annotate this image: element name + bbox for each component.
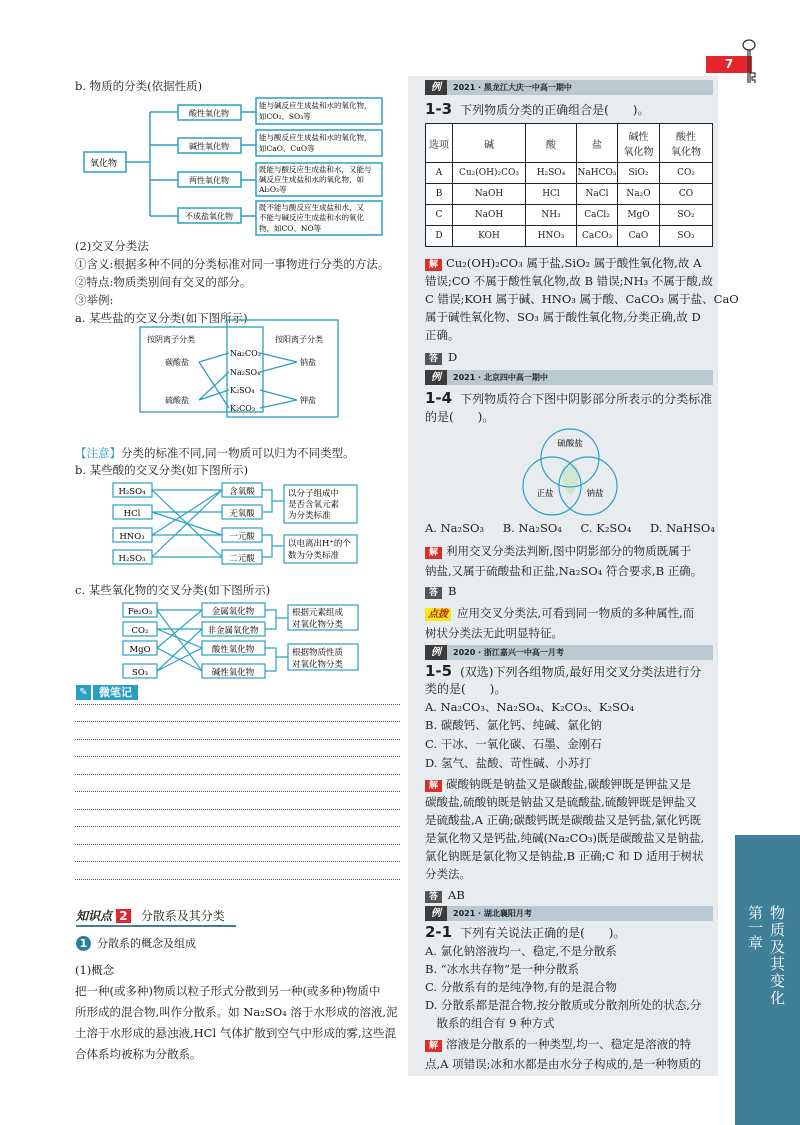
text-line: ③举例: (75, 293, 114, 307)
salt-right-title: 按阳离子分类 (275, 335, 323, 344)
table-header: 碱 (453, 124, 526, 163)
example-header (425, 370, 713, 385)
acid-criterion: 为分类标准 (288, 511, 331, 521)
example-header (425, 645, 713, 660)
tree-branch: 酸性氧化物 (189, 109, 229, 118)
solution-line: 氯化钠既是氯化物又是钠盐,B 正确;C 和 D 适用于树状 (425, 849, 704, 863)
salt-compound: Na₂SO₄ (230, 368, 261, 377)
option: C. 干冰、一氧化碳、石墨、金刚石 (425, 737, 602, 751)
tip-line: 树状分类法无此明显特征。 (425, 626, 563, 640)
page-number: 7 (706, 56, 752, 73)
example-tag: 例 (425, 370, 447, 385)
option: D. NaHSO₄ (649, 521, 715, 535)
acid-item: HNO₃ (119, 532, 145, 542)
acid-item: H₂SO₃ (118, 554, 146, 564)
solution-line: 属于碱性氧化物、SO₃ 属于酸性氧化物,分类正确,故 D (425, 310, 701, 324)
table-header: 酸性 氧化物 (660, 124, 713, 163)
table-row (426, 205, 713, 226)
oxide-class: 金属氧化物 (211, 607, 255, 617)
option: A. 氯化钠溶液均一、稳定,不是分散系 (425, 944, 617, 958)
option: C. K₂SO₄ (580, 521, 632, 535)
tree-branch: 不成盐氧化物 (185, 212, 233, 221)
table-cell: D (426, 226, 453, 247)
paragraph-line: 合体系均被称为分散系。 (75, 1047, 202, 1061)
solution-badge: 解 (425, 259, 442, 271)
table-cell: SO₂ (660, 205, 713, 226)
solution-line: 溶液是分散系的一种类型,均一、稳定是溶液的特 (446, 1037, 692, 1051)
acid-criterion: 以电离出H⁺的个 (288, 539, 351, 549)
tree-branch: 两性氧化物 (189, 176, 229, 185)
table-header: 酸 (526, 124, 577, 163)
answer-value: B (448, 584, 457, 598)
example-tag: 例 (425, 80, 447, 95)
solution-badge: 解 (425, 780, 442, 792)
acid-item: HCl (123, 509, 141, 519)
solution-line: 错误;CO 不属于酸性氧化物,故 B 错误;NH₃ 不属于酸,故 (425, 274, 714, 288)
solution-line: 利用交叉分类法判断,图中阴影部分的物质既属于 (446, 544, 692, 558)
solution-line: 钠盐,又属于硫酸盐和正盐,Na₂SO₄ 符合要求,B 正确。 (425, 564, 703, 578)
question-text: 下列物质符合下图中阴影部分所表示的分类标准 (460, 392, 713, 406)
subsection-number: 1 (76, 936, 91, 951)
tree-desc: 能与碱反应生成盐和水的氧化物， (259, 101, 372, 110)
table-cell: A (426, 163, 453, 184)
question-number: 1-3 (425, 100, 453, 118)
option: 散系的组合有 9 种方式 (425, 1016, 555, 1030)
venn-label: 硫酸盐 (557, 439, 583, 449)
solution-line: 分类法。 (425, 867, 471, 881)
question-text: 下列物质分类的正确组合是( )。 (460, 103, 650, 117)
venn-label: 正盐 (536, 489, 554, 499)
oxide-criterion: 对氧化物分类 (292, 620, 344, 630)
answer-badge: 答 (425, 891, 442, 903)
tree-desc: 如CaO、CuO等 (259, 144, 315, 153)
chapter-side-tab[interactable] (735, 835, 800, 1125)
subsection-title: 分散系的概念及组成 (97, 937, 196, 950)
oxide-cross-diagram (120, 600, 362, 682)
salt-left-title: 按阴离子分类 (147, 335, 195, 344)
table-cell: C (426, 205, 453, 226)
kp-label: 知识点 (76, 909, 113, 923)
knowledge-point-heading (76, 908, 236, 927)
notes-label: 微笔记 (93, 685, 138, 700)
answer-value: D (448, 350, 458, 364)
example-source: 2021 · 北京四中高一期中 (453, 373, 548, 382)
text-line: ①含义:根据多种不同的分类标准对同一事物进行分类的方法。 (75, 257, 390, 271)
concept-label: (1)概念 (75, 963, 115, 977)
tree-desc: 碱反应生成盐和水的氧化物，如 (259, 175, 364, 184)
acid-class: 含氧酸 (229, 487, 255, 497)
venn-diagram (515, 428, 625, 518)
tree-branch: 碱性氧化物 (189, 142, 229, 151)
paragraph-line: 土溶于水形成的悬浊液,HCl 气体扩散到空气中形成的雾,这些混 (75, 1026, 396, 1040)
table-header: 选项 (426, 124, 453, 163)
solution-line: Cu₂(OH)₂CO₃ 属于盐,SiO₂ 属于酸性氧化物,故 A (446, 256, 702, 270)
text-line: a. 某些盐的交叉分类(如下图所示) (75, 311, 248, 325)
example-source: 2021 · 湖北襄阳月考 (453, 909, 532, 918)
tree-desc: 如CO₂、SO₃等 (259, 112, 311, 121)
table-header: 碱性 氧化物 (618, 124, 660, 163)
kp-title: 分散系及其分类 (140, 909, 225, 923)
notes-header (76, 685, 138, 700)
table-cell: NaCl (577, 184, 618, 205)
acid-class: 无氧酸 (229, 509, 255, 519)
solution-line: 点,A 项错误;冰和水都是由水分子构成的,是一种物质的 (425, 1057, 702, 1071)
acid-cross-diagram (110, 480, 360, 568)
option: A. Na₂CO₃、Na₂SO₄、K₂CO₃、K₂SO₄ (425, 700, 635, 714)
option: B. “冰水共存物”是一种分散系 (425, 962, 580, 976)
table-cell: H₂SO₄ (526, 163, 577, 184)
table-cell: CO₂ (660, 163, 713, 184)
table-cell: B (426, 184, 453, 205)
answer-badge: 答 (425, 353, 442, 365)
option: D. 分散系都是混合物,按分散质或分散剂所处的状态,分 (425, 998, 702, 1012)
oxide-tree-diagram (80, 95, 390, 240)
edit-icon: ✎ (76, 685, 91, 700)
example-tag: 例 (425, 645, 447, 660)
acid-class: 一元酸 (229, 532, 255, 542)
question-number: 2-1 (425, 923, 453, 941)
paragraph-line: 所形成的混合物,叫作分散系。如 Na₂SO₄ 溶于水形成的溶液,泥 (75, 1005, 398, 1019)
example-header (425, 906, 713, 921)
salt-anion: 碳酸盐 (165, 358, 189, 367)
solution-line: 是氯化物又是钙盐,纯碱(Na₂CO₃)既是碳酸盐又是钠盐, (425, 831, 705, 845)
acid-class: 二元酸 (229, 554, 255, 564)
oxide-criterion: 根据元素组成 (292, 608, 344, 618)
option: B. Na₂SO₄ (502, 521, 562, 535)
salt-compound: K₂CO₃ (230, 404, 256, 413)
note-label: 【注意】 (75, 446, 121, 460)
solution-badge: 解 (425, 547, 442, 559)
solution-line: 是硫酸盐,A 正确;碳酸钙既是碳酸盐又是钙盐,氯化钙既 (425, 813, 702, 827)
acid-title: b. 某些酸的交叉分类(如下图所示) (75, 463, 249, 477)
tip-badge: 点拨 (425, 608, 451, 621)
note-text: 分类的标准不同,同一物质可以归为不同类型。 (121, 446, 355, 460)
table-cell: MgO (618, 205, 660, 226)
table-cell: SiO₂ (618, 163, 660, 184)
table-cell: HCl (526, 184, 577, 205)
chapter-title: 物质及其变化 (768, 905, 786, 1007)
answer-value: AB (448, 888, 465, 902)
salt-cross-diagram (138, 318, 340, 420)
option: C. 分散系有的是纯净物,有的是混合物 (425, 980, 617, 994)
oxide-title: c. 某些氧化物的交叉分类(如下图所示) (75, 583, 271, 597)
option: A. Na₂SO₃ (425, 521, 485, 535)
table-cell: CaO (618, 226, 660, 247)
example-header (425, 80, 713, 95)
text-line: ②特点:物质类别间有交叉的部分。 (75, 275, 252, 289)
table-cell: HNO₃ (526, 226, 577, 247)
tree-title: b. 物质的分类(依据性质) (75, 79, 203, 93)
tree-root: 氧化物 (90, 159, 118, 169)
table-cell: CaCO₃ (577, 226, 618, 247)
tip-line: 应用交叉分类法,可看到同一物质的多种属性,而 (457, 606, 695, 620)
option: B. 碳酸钙、氯化钙、纯碱、氯化钠 (425, 718, 602, 732)
solution-line: 碳酸盐,硫酸钠既是钠盐又是硫酸盐,硫酸钾既是钾盐又 (425, 795, 697, 809)
table-cell: Na₂O (618, 184, 660, 205)
oxide-criterion: 对氧化物分类 (292, 660, 344, 670)
example-source: 2021 · 黑龙江大庆一中高一期中 (453, 83, 572, 92)
table-cell: NaHCO₃ (577, 163, 618, 184)
question-number: 1-4 (425, 389, 453, 407)
question-text: (双选)下列各组物质,最好用交叉分类法进行分 (460, 665, 702, 679)
acid-criterion: 以分子组成中 (288, 489, 340, 499)
oxide-criterion: 根据物质性质 (292, 648, 344, 658)
solution-line: 碳酸钠既是钠盐又是碳酸盐,碳酸钾既是钾盐又是 (446, 777, 692, 791)
oxide-item: Fe₂O₃ (127, 607, 153, 617)
table-cell: Cu₂(OH)₂CO₃ (453, 163, 526, 184)
text-line: (2)交叉分类法 (75, 239, 149, 253)
acid-criterion: 是否含氧元素 (288, 500, 340, 510)
oxide-class: 碱性氧化物 (211, 668, 255, 678)
tree-desc: 既不能与酸反应生成盐和水，又 (259, 203, 364, 212)
chapter-number: 第一章 (746, 905, 764, 950)
option: D. 氢气、盐酸、苛性碱、小苏打 (425, 756, 591, 770)
salt-compound: K₂SO₄ (230, 386, 255, 395)
classification-table (425, 123, 713, 247)
question-number: 1-5 (425, 662, 453, 680)
table-row (426, 226, 713, 247)
paragraph-line: 把一种(或多种)物质以粒子形式分散到另一种(或多种)物质中 (75, 984, 381, 998)
question-text: 类的是( )。 (425, 682, 507, 696)
table-header: 盐 (577, 124, 618, 163)
question-text: 下列有关说法正确的是( )。 (460, 926, 626, 940)
acid-item: H₂SO₄ (118, 487, 146, 497)
question-text: 的是( )。 (425, 410, 495, 424)
table-cell: CO (660, 184, 713, 205)
oxide-class: 非金属氧化物 (207, 626, 259, 636)
table-cell: CaCl₂ (577, 205, 618, 226)
tree-desc: 能与酸反应生成盐和水的氧化物， (259, 133, 372, 142)
tree-desc: 不能与碱反应生成盐和水的氧化 (259, 213, 364, 222)
table-cell: NaOH (453, 184, 526, 205)
table-cell: SO₃ (660, 226, 713, 247)
salt-cation: 钠盐 (300, 358, 316, 367)
oxide-class: 酸性氧化物 (211, 645, 255, 655)
venn-label: 钠盐 (586, 489, 604, 499)
table-cell: NaOH (453, 205, 526, 226)
solution-line: 正确。 (425, 328, 460, 342)
example-source: 2020 · 浙江嘉兴一中高一月考 (453, 648, 564, 657)
salt-cation: 钾盐 (300, 396, 316, 405)
table-row (426, 184, 713, 205)
oxide-item: MgO (129, 645, 151, 655)
oxide-item: SO₃ (131, 668, 149, 678)
tree-desc: 物，如CO、NO等 (259, 224, 322, 233)
acid-criterion: 数为分类标准 (288, 551, 340, 561)
table-cell: KOH (453, 226, 526, 247)
tree-desc: Al₂O₃等 (259, 185, 287, 194)
answer-badge: 答 (425, 587, 442, 599)
table-row (426, 163, 713, 184)
example-tag: 例 (425, 906, 447, 921)
key-icon (740, 38, 762, 88)
kp-number: 2 (116, 909, 130, 923)
solution-line: C 错误;KOH 属于碱、HNO₃ 属于酸、CaCO₃ 属于盐、CaO (425, 292, 739, 306)
salt-anion: 硫酸盐 (165, 396, 189, 405)
solution-badge: 解 (425, 1040, 442, 1052)
tree-desc: 既能与酸反应生成盐和水，又能与 (259, 165, 372, 174)
table-cell: NH₃ (526, 205, 577, 226)
oxide-item: CO₂ (131, 626, 149, 636)
salt-compound: Na₂CO₃ (230, 349, 261, 358)
